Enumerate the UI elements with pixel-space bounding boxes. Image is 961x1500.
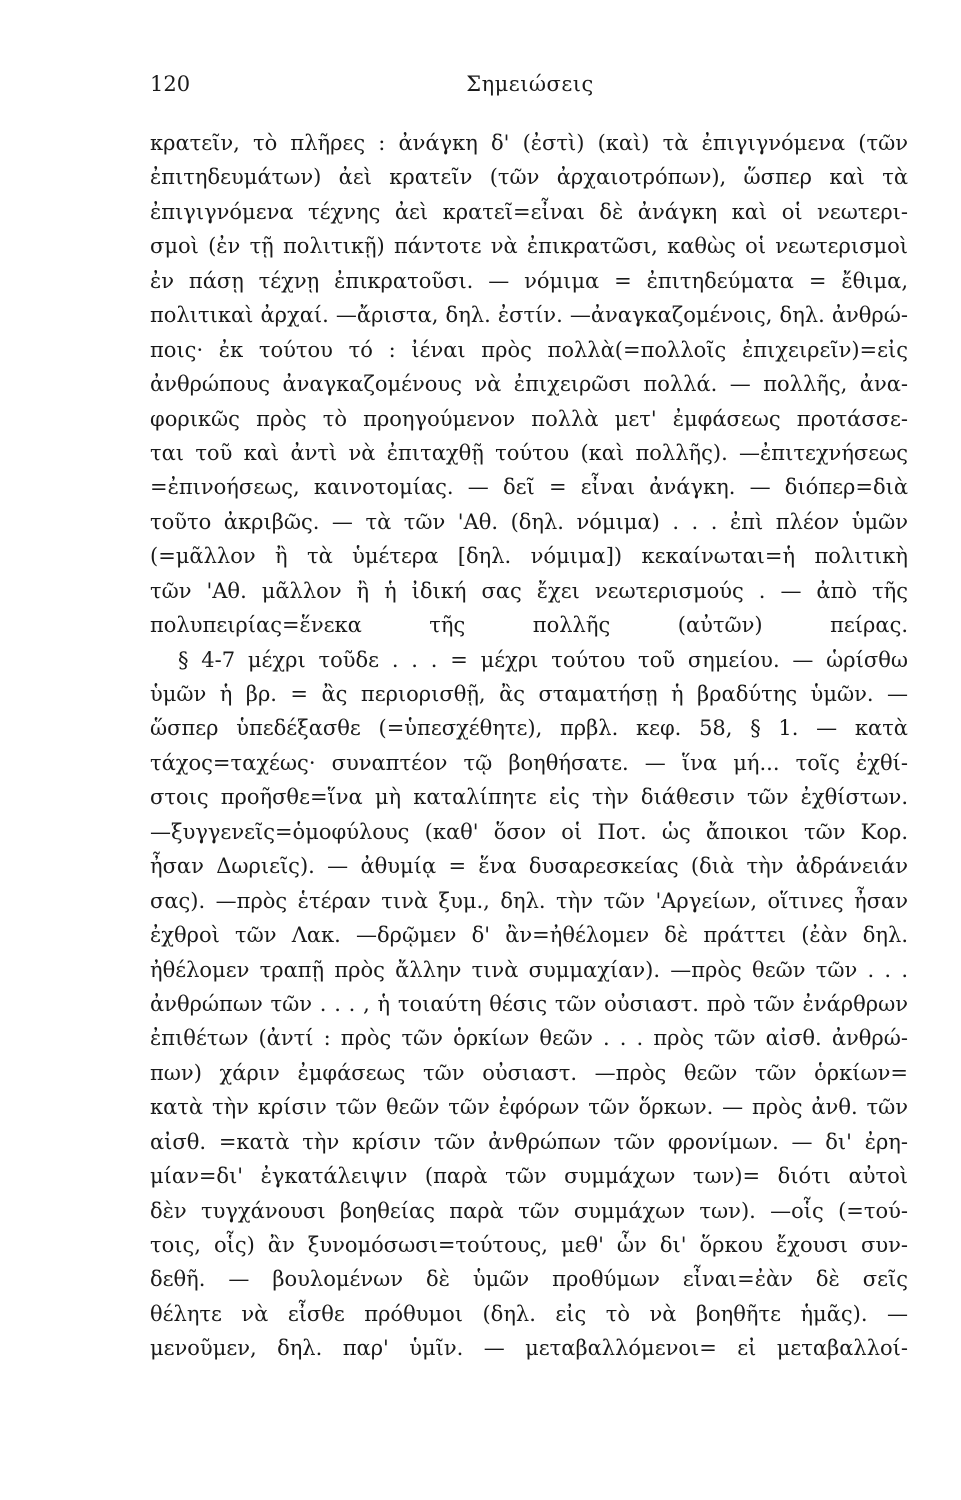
text-line: πολυπειρίας=ἕνεκα τῆς πολλῆς (αὐτῶν) πείρας.: [150, 613, 908, 638]
text-line: τάχος=ταχέως· συναπτέον τῷ βοηθήσατε. — ἵνα μή... τοῖς ἐχθί-: [150, 750, 908, 775]
notes-body: [150, 126, 908, 1366]
text-line: σμοὶ (ἐν τῇ πολιτικῇ) πάντοτε νὰ ἐπικρατῶσι, καθὼς οἱ νεωτερισμοὶ: [150, 234, 908, 259]
text-line: ἐπιγιγνόμενα τέχνης ἀεὶ κρατεῖ=εἶναι δὲ ἀνάγκη καὶ οἱ νεωτερι-: [150, 199, 908, 224]
text-line: ὑμῶν ἡ βρ. = ἂς περιορισθῇ, ἂς σταματήσῃ ἡ βραδύτης ὑμῶν. —: [150, 682, 908, 706]
text-line: στοις προῆσθε=ἵνα μὴ καταλίπητε εἰς τὴν διάθεσιν τῶν ἐχθίστων.: [150, 785, 908, 810]
text-line: πολιτικαὶ ἀρχαί. —ἄριστα, δηλ. ἐστίν. —ἀναγκαζομένοις, δηλ. ἀνθρώ-: [150, 303, 908, 328]
text-line: κατὰ τὴν κρίσιν τῶν θεῶν τῶν ἐφόρων τῶν ὅρκων. — πρὸς ἀνθ. τῶν: [150, 1095, 908, 1120]
text-line: ἀνθρώπους ἀναγκαζομένους νὰ ἐπιχειρῶσι πολλά. — πολλῆς, ἀνα-: [150, 372, 908, 397]
text-line: δὲν τυγχάνουσι βοηθείας παρὰ τῶν συμμάχων των). —οἷς (=τού-: [150, 1198, 908, 1223]
text-line: ποις· ἐκ τούτου τό : ἰέναι πρὸς πολλὰ(=πολλοῖς ἐπιχειρεῖν)=εἰς: [150, 337, 908, 362]
text-line: τοῦτο ἀκριβῶς. — τὰ τῶν 'Αθ. (δηλ. νόμιμα) . . . ἐπὶ πλέον ὑμῶν: [150, 509, 908, 534]
text-line: ἐν πάσῃ τέχνῃ ἐπικρατοῦσι. — νόμιμα = ἐπιτηδεύματα = ἔθιμα,: [150, 268, 908, 293]
text-line: ἠθέλομεν τραπῇ πρὸς ἄλλην τινὰ συμμαχίαν). —πρὸς θεῶν τῶν . . .: [150, 957, 908, 982]
text-line: θέλητε νὰ εἶσθε πρόθυμοι (δηλ. εἰς τὸ νὰ βοηθῆτε ἡμᾶς). —: [150, 1301, 908, 1326]
text-line: αἰσθ. =κατὰ τὴν κρίσιν τῶν ἀνθρώπων τῶν φρονίμων. — δι' ἐρη-: [150, 1129, 908, 1154]
text-line: φορικῶς πρὸς τὸ προηγούμενον πολλὰ μετ' ἐμφάσεως προτάσσε-: [150, 406, 908, 431]
text-line: τοις, οἷς) ἂν ξυνομόσωσι=τούτους, μεθ' ὧν δι' ὅρκου ἔχουσι συν-: [150, 1233, 908, 1257]
text-line: ἐπιτηδευμάτων) ἀεὶ κρατεῖν (τῶν ἀρχαιοτρόπων), ὥσπερ καὶ τὰ: [150, 165, 908, 190]
text-line: (=μᾶλλον ἢ τὰ ὑμέτερα [δηλ. νόμιμα]) κεκαίνωται=ἡ πολιτικὴ: [150, 544, 908, 569]
text-line: ται τοῦ καὶ ἀντὶ νὰ ἐπιταχθῇ τούτου (καὶ πολλῆς). —ἐπιτεχνήσεως: [150, 440, 908, 465]
text-line: —ξυγγενεῖς=ὁμοφύλους (καθ' ὅσον οἱ Ποτ. ὡς ἄποικοι τῶν Κορ.: [150, 819, 908, 844]
running-title: Σημειώσεις: [466, 72, 594, 96]
text-line: δεθῆ. — βουλομένων δὲ ὑμῶν προθύμων εἶναι=ἐὰν δὲ σεῖς: [150, 1267, 908, 1292]
page-number: 120: [150, 72, 191, 96]
text-line: ἦσαν Δωριεῖς). — ἀθυμίᾳ = ἕνα δυσαρεσκείας (διὰ τὴν ἀδράνειάν: [150, 854, 908, 879]
text-line: ἐχθροὶ τῶν Λακ. —δρῷμεν δ' ἂν=ἠθέλομεν δὲ πράττει (ἐὰν δηλ.: [150, 923, 908, 948]
text-line: τῶν 'Αθ. μᾶλλον ἢ ἡ ἰδική σας ἔχει νεωτερισμούς . — ἀπὸ τῆς: [150, 578, 908, 603]
text-line: =ἐπινοήσεως, καινοτομίας. — δεῖ = εἶναι ἀνάγκη. — διόπερ=διὰ: [150, 475, 908, 500]
text-line: πων) χάριν ἐμφάσεως τῶν οὐσιαστ. —πρὸς θεῶν τῶν ὁρκίων=: [150, 1060, 908, 1085]
page-header: [150, 72, 910, 104]
text-line: μίαν=δι' ἐγκατάλειψιν (παρὰ τῶν συμμάχων των)= διότι αὐτοὶ: [150, 1164, 908, 1189]
text-line: ἐπιθέτων (ἀντί : πρὸς τῶν ὁρκίων θεῶν . . . πρὸς τῶν αἰσθ. ἀνθρώ-: [150, 1026, 908, 1051]
text-line: § 4-7 μέχρι τοῦδε . . . = μέχρι τούτου τοῦ σημείου. — ὡρίσθω: [178, 647, 908, 672]
text-line: κρατεῖν, τὸ πλῆρες : ἀνάγκη δ' (ἐστὶ) (καὶ) τὰ ἐπιγιγνόμενα (τῶν: [150, 131, 908, 155]
text-line: ὥσπερ ὑπεδέξασθε (=ὑπεσχέθητε), πρβλ. κεφ. 58, § 1. — κατὰ: [150, 716, 908, 741]
text-line: μενοῦμεν, δηλ. παρ' ὑμῖν. — μεταβαλλόμενοι= εἰ μεταβαλλοί-: [150, 1336, 908, 1361]
text-line: ἀνθρώπων τῶν . . . , ἡ τοιαύτη θέσις τῶν οὐσιαστ. πρὸ τῶν ἐνάρθρων: [150, 991, 908, 1016]
text-line: σας). —πρὸς ἑτέραν τινὰ ξυμ., δηλ. τὴν τῶν 'Αργείων, οἵτινες ἦσαν: [150, 888, 908, 913]
